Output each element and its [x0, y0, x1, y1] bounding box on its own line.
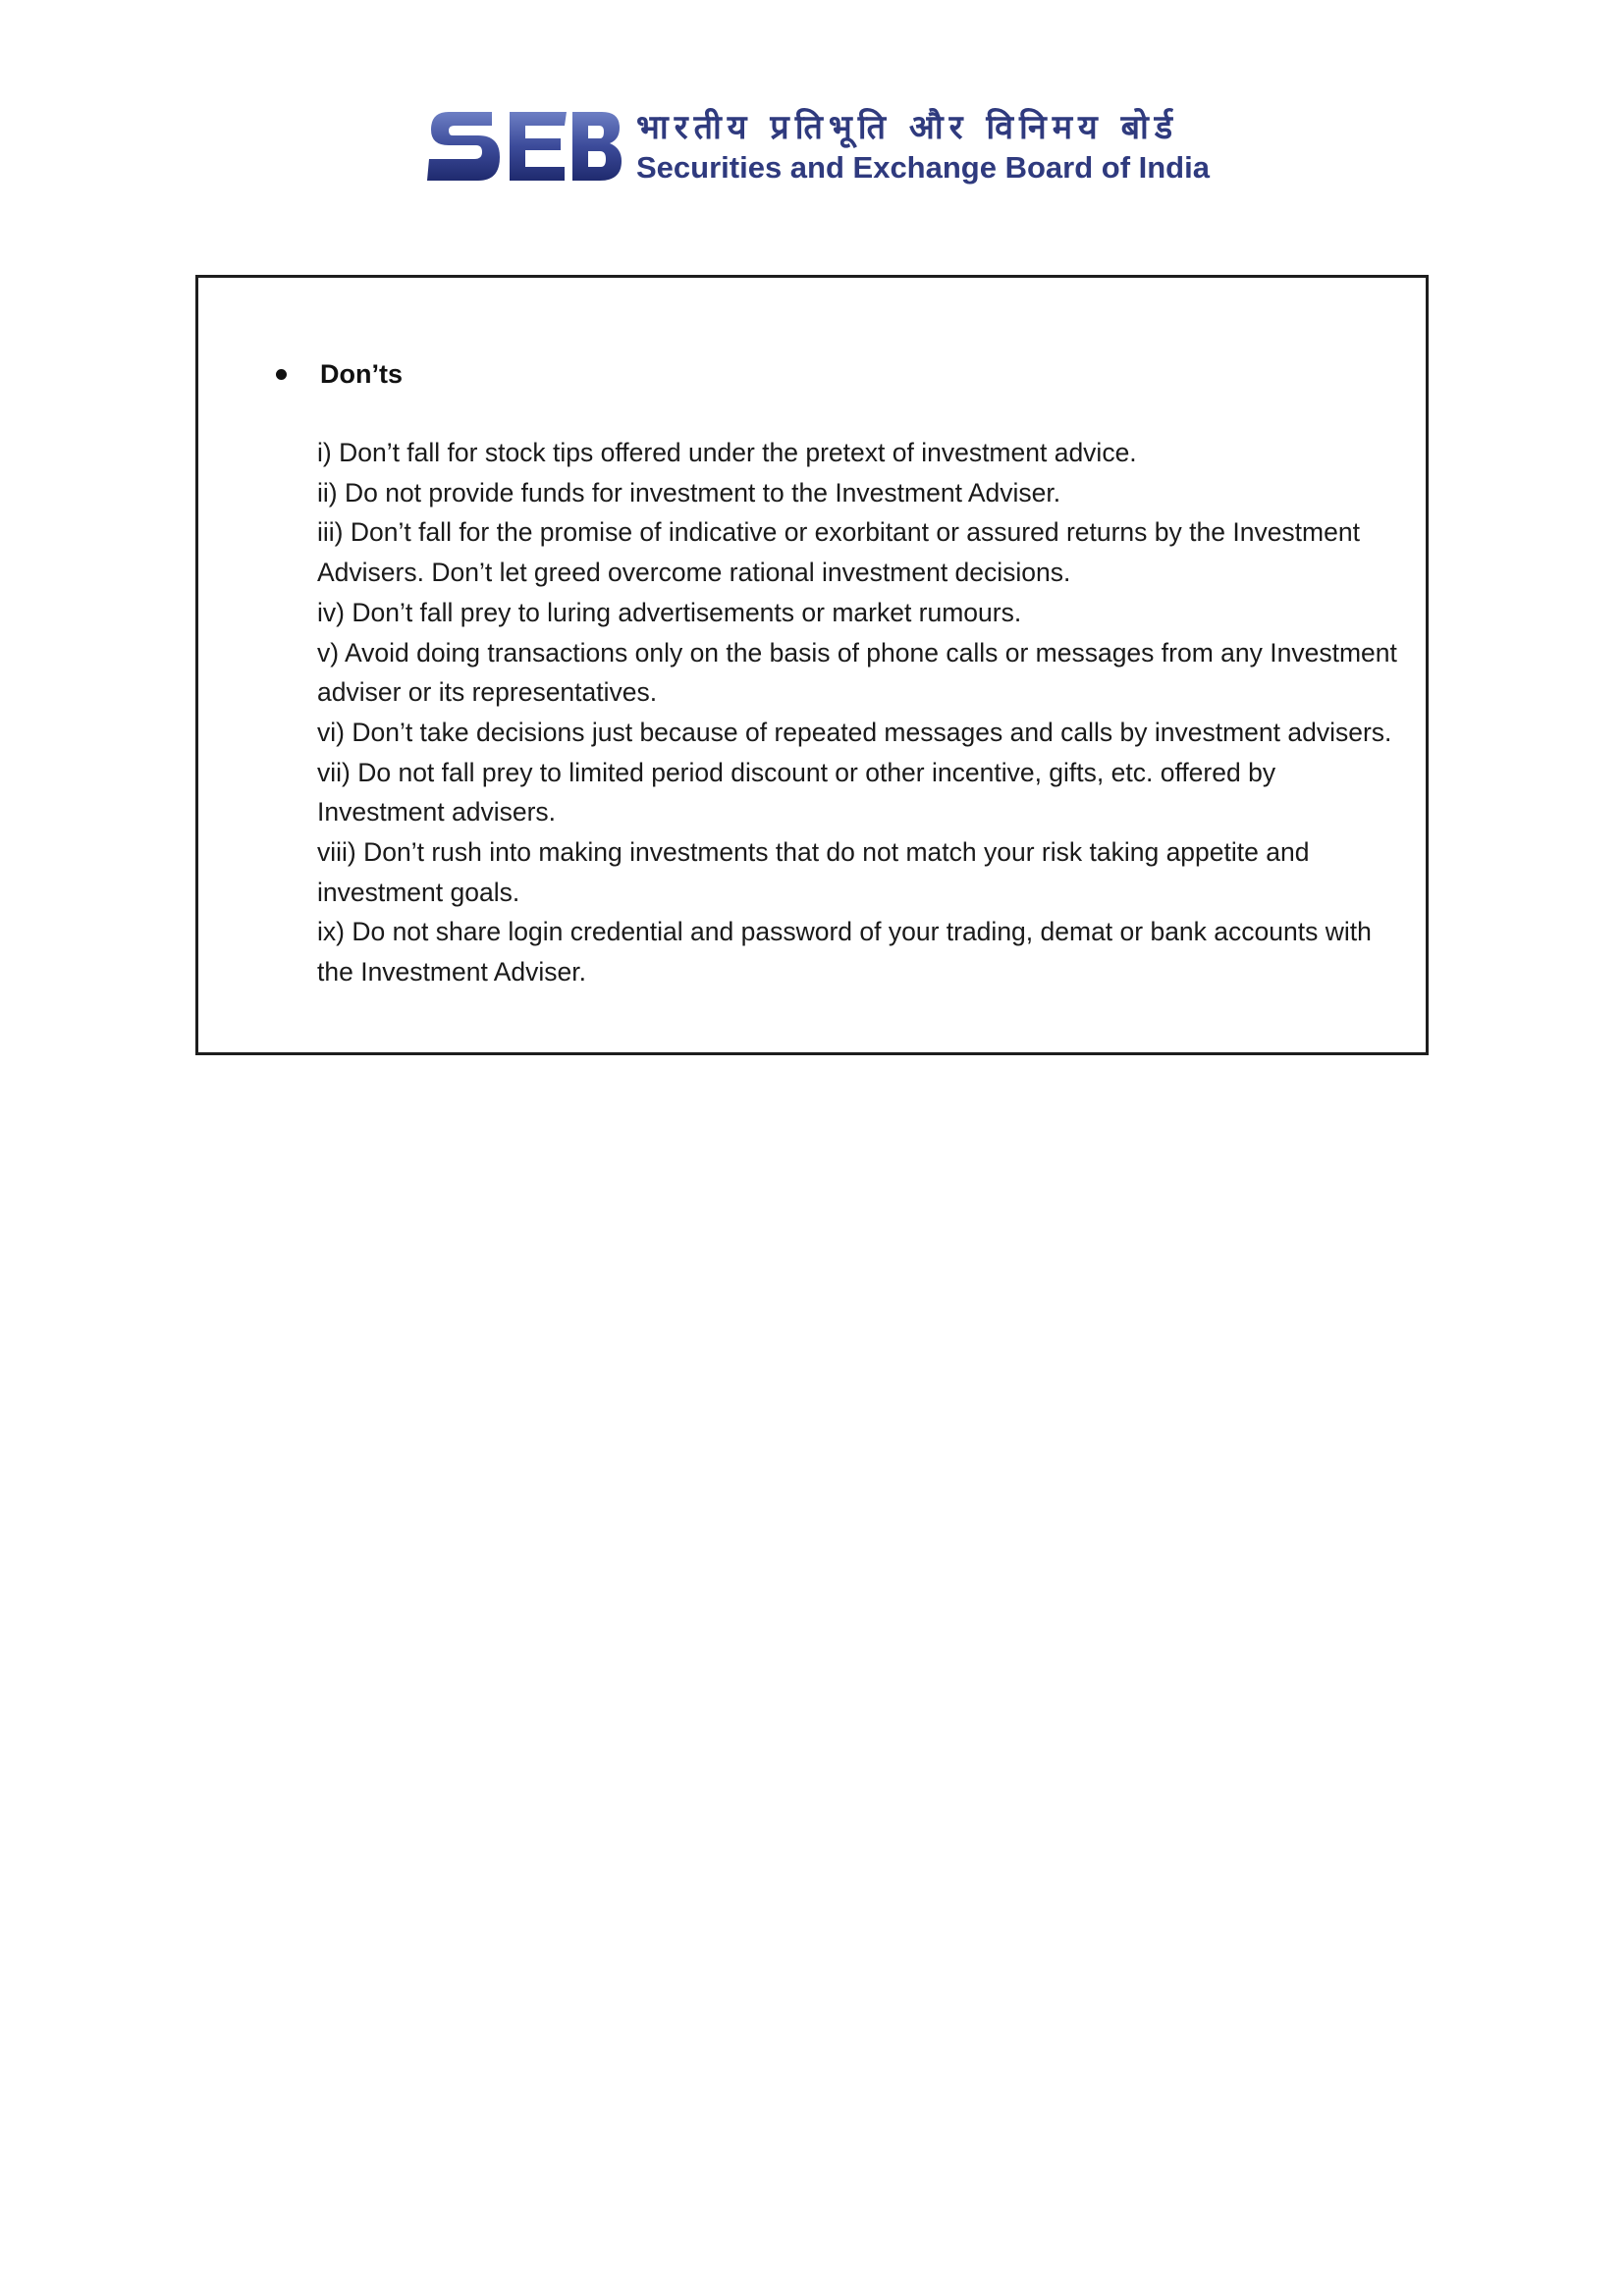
dont-item-1: i) Don’t fall for stock tips offered under the pretext of investment advice.: [317, 438, 1137, 467]
dont-item-4: iv) Don’t fall prey to luring advertisements or market rumours.: [317, 597, 1022, 627]
dont-item-2: ii) Do not provide funds for investment to the Investment Adviser.: [317, 477, 1061, 507]
sebi-header: [427, 102, 1224, 196]
dont-item-5: v) Avoid doing transactions only on the basis of phone calls or messages from any Investment adviser or its representatives.: [317, 637, 1397, 708]
dont-item-7: vii) Do not fall prey to limited period discount or other incentive, gifts, etc. offered by Investment advisers.: [317, 757, 1276, 828]
sebi-logo-icon: [427, 106, 623, 192]
donts-box: [195, 275, 1429, 1055]
dont-item-8: viii) Don’t rush into making investments that do not match your risk taking appetite and investment goals.: [317, 837, 1310, 907]
donts-list: [317, 433, 1407, 992]
dont-item-3: iii) Don’t fall for the promise of indicative or exorbitant or assured returns by the Investment Advisers. Don’t let greed overcome rational investment decisions.: [317, 517, 1360, 588]
donts-heading: Don’ts: [320, 358, 403, 389]
dont-item-6: vi) Don’t take decisions just because of repeated messages and calls by investment advisers.: [317, 717, 1392, 747]
dont-item-9: ix) Do not share login credential and password of your trading, demat or bank accounts with the Investment Adviser.: [317, 917, 1372, 988]
english-org-name: Securities and Exchange Board of India: [636, 150, 1210, 185]
hindi-org-name: भारतीय प्रतिभूति और विनिमय बोर्ड: [636, 108, 1179, 147]
logo-text: [636, 106, 1225, 187]
bullet-icon: [276, 369, 287, 380]
donts-heading-row: [276, 354, 403, 394]
